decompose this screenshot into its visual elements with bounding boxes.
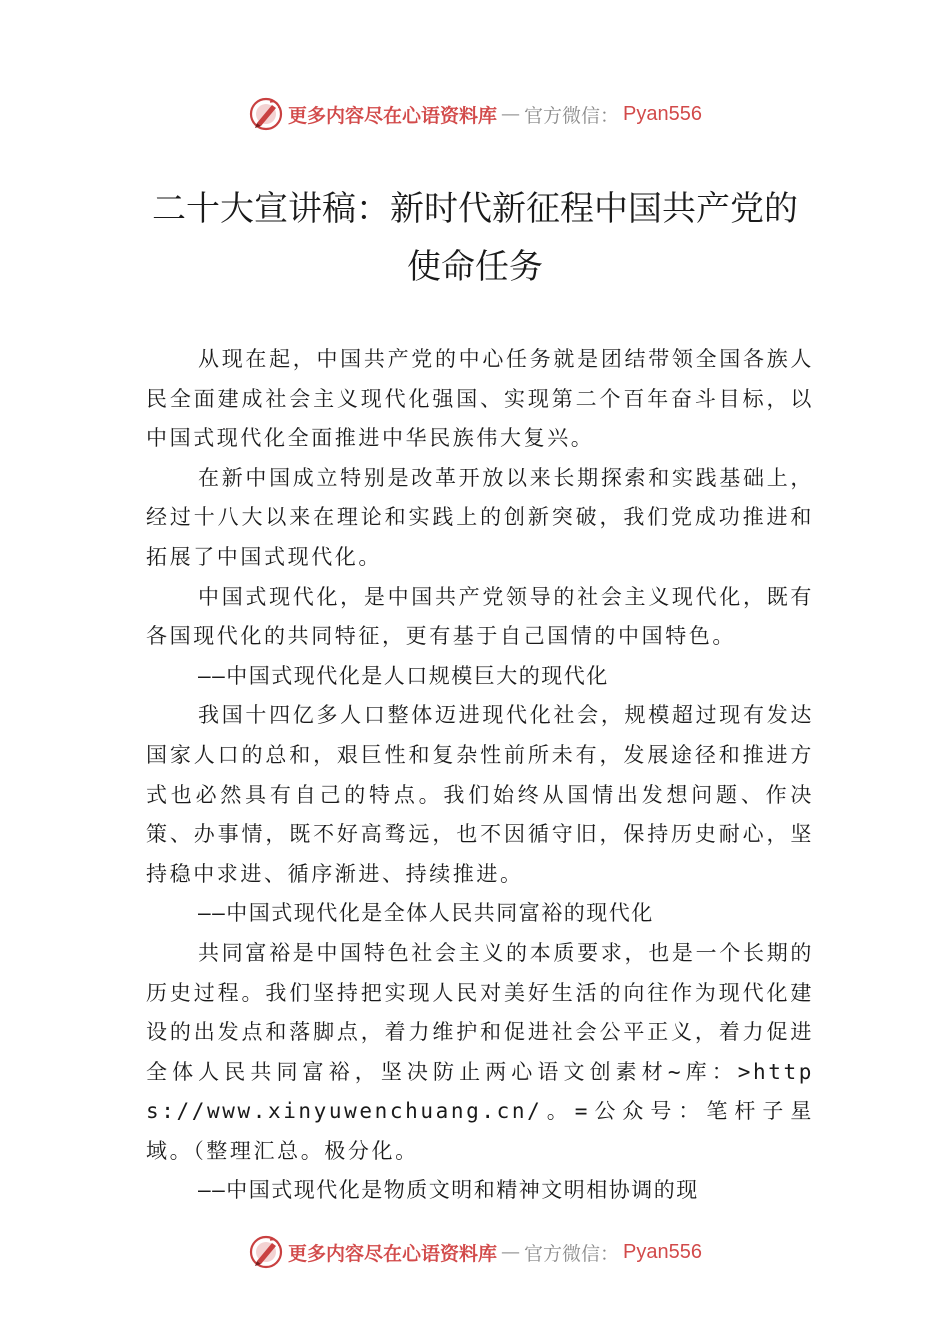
- banner-separator: —: [501, 1241, 521, 1263]
- paragraph: 从现在起，中国共产党的中心任务就是团结带领全国各族人民全面建成社会主义现代化强国、实现第二个百年奋斗目标，以中国式现代化全面推进中华民族伟大复兴。: [146, 347, 814, 451]
- banner-site-text: 更多内容尽在心语资料库: [288, 1242, 498, 1265]
- section-heading: ——中国式现代化是全体人民共同富裕的现代化: [198, 901, 654, 926]
- banner-wechat-label: 官方微信：: [524, 104, 620, 127]
- banner-wechat-label: 官方微信：: [524, 1242, 620, 1265]
- banner-wechat-id: Pyan556: [623, 1240, 702, 1263]
- banner-site-text: 更多内容尽在心语资料库: [288, 104, 498, 127]
- document-body: [146, 340, 814, 1211]
- document-title: 二十大宣讲稿：新时代新征程中国共产党的使命任务: [152, 189, 798, 287]
- section-heading: ——中国式现代化是物质文明和精神文明相协调的现: [198, 1178, 699, 1203]
- paragraph: 我国十四亿多人口整体迈进现代化社会，规模超过现有发达国家人口的总和，艰巨性和复杂性前所未有，发展途径和推进方式也必然具有自己的特点。我们始终从国情出发想问题、作决策、办事情，既不好高骛远，也不因循守旧，保持历史耐心，坚持稳中求进、循序渐进、持续推进。: [146, 703, 814, 886]
- footer-banner: [0, 1230, 950, 1274]
- header-banner: [0, 92, 950, 136]
- paragraph: 共同富裕是中国特色社会主义的本质要求，也是一个长期的历史过程。我们坚持把实现人民对美好生活的向往作为现代化建设的出发点和落脚点，着力维护和促进社会公平正义，着力促进全体人民共同富裕，坚决防止两心语文创素材~库：>https://www.xinyuwenchuang.cn/。=公众号：笔杆子星域。（整理汇总。极分化。: [146, 940, 814, 1163]
- banner-wechat-id: Pyan556: [623, 102, 702, 125]
- paragraph: 在新中国成立特别是改革开放以来长期探索和实践基础上，经过十八大以来在理论和实践上的创新突破，我们党成功推进和拓展了中国式现代化。: [146, 465, 814, 569]
- pen-logo-icon: [248, 1234, 284, 1270]
- pen-logo-icon: [248, 96, 284, 132]
- banner-separator: —: [501, 103, 521, 125]
- section-heading: ——中国式现代化是人口规模巨大的现代化: [198, 663, 609, 688]
- paragraph: 中国式现代化，是中国共产党领导的社会主义现代化，既有各国现代化的共同特征，更有基于自己国情的中国特色。: [146, 584, 814, 649]
